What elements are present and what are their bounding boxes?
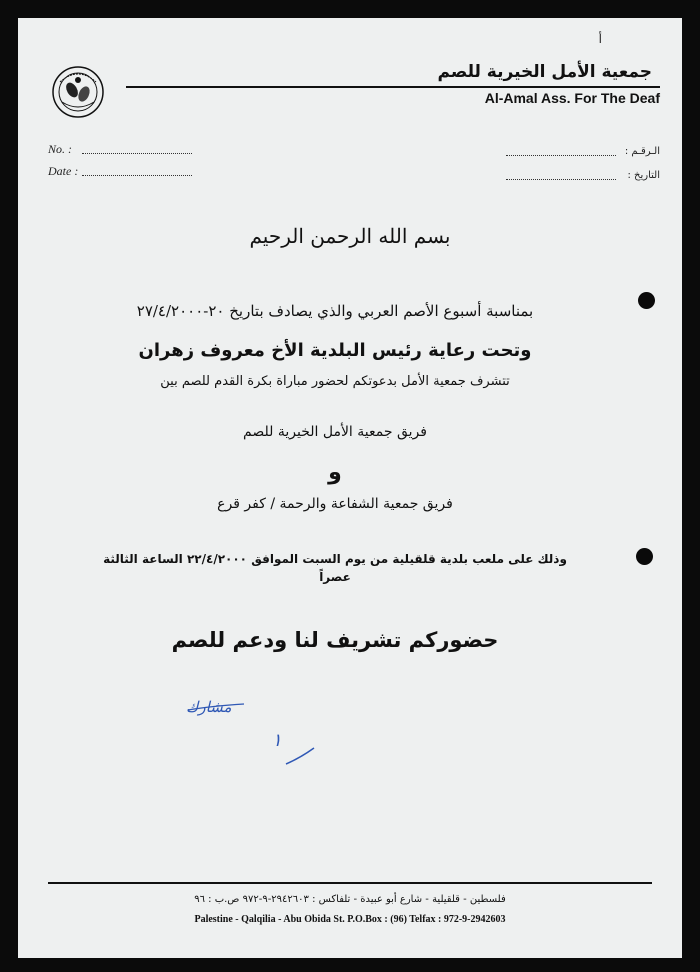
bullet-icon [638, 292, 655, 309]
date-label: Date : [48, 164, 79, 178]
handwritten-underline [182, 694, 252, 714]
handwritten-stroke [280, 740, 320, 770]
number-line-arabic [506, 155, 616, 156]
footer-rule [48, 882, 652, 884]
team-two: فريق جمعية الشفاعة والرحمة / كفر قرع [217, 496, 453, 512]
org-name-english: Al-Amal Ass. For The Deaf [484, 90, 660, 106]
venue-line: وذلك على ملعب بلدية قلقيلية من يوم السبت الموافق ٢٢/٤/٢٠٠٠ الساعة الثالثة [103, 552, 567, 566]
time-line: عصراً [319, 570, 351, 584]
invitation-line: تتشرف جمعية الأمل بدعوتكم لحضور مباراة بكرة القدم للصم بين [160, 374, 510, 389]
footer-address-english: Palestine - Qalqilia - Abu Obida St. P.O.Box : (96) Telfax : 972-9-2942603 [194, 914, 506, 925]
basmala: بسم الله الرحمن الرحيم [249, 224, 451, 248]
patronage-line: وتحت رعاية رئيس البلدية الأخ معروف زهران [138, 340, 532, 361]
number-line [82, 153, 192, 154]
handwritten-mark: ١ [272, 730, 282, 751]
handwritten-note: مشارك [186, 698, 232, 716]
date-label-arabic: التاريخ : [627, 170, 660, 181]
bullet-icon [636, 548, 653, 565]
occasion-line: بمناسبة أسبوع الأصم العربي والذي يصادف بتاريخ ٢٠-٢٧/٤/٢٠٠٠ [136, 302, 534, 320]
header-rule [126, 86, 660, 88]
org-name-arabic: جمعية الأمل الخيرية للصم [437, 62, 652, 82]
footer-address-arabic: فلسطين - قلقيلية - شارع أبو عبيدة - تلفاكس : ٢٩٤٢٦٠٣-٩-٩٧٢ ص.ب : ٩٦ [194, 894, 506, 905]
and-conjunction: و [328, 460, 342, 485]
corner-mark: أ [598, 32, 602, 46]
date-line-arabic [506, 179, 616, 180]
letter-page [18, 18, 682, 958]
team-one: فريق جمعية الأمل الخيرية للصم [243, 424, 427, 440]
date-line [82, 175, 192, 176]
organization-logo [48, 62, 108, 122]
closing-line: حضوركم تشريف لنا ودعم للصم [171, 628, 499, 652]
number-label-arabic: الـرقـم : [624, 146, 660, 157]
number-label: No. : [48, 142, 72, 156]
